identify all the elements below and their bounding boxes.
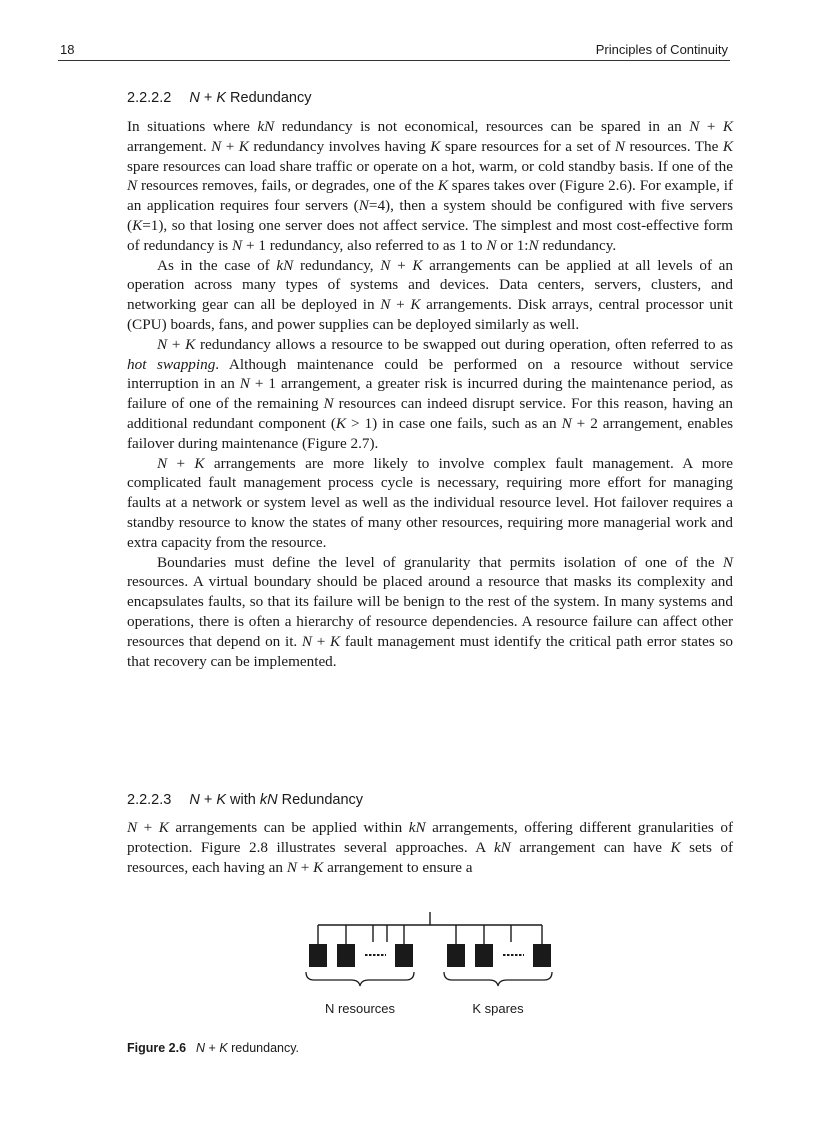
spare-box	[475, 944, 493, 967]
paragraph: N + K arrangements are more likely to involve complex fault management. A more complicated fault management process cycle is necessary, requiring more effort for managing faults at a network or system level as well as the individual resource level. Hot failover requires a standby resource to know the states of many other resources, requiring more managerial work and extra capacity from the resource.	[127, 454, 733, 551]
resource-box	[309, 944, 327, 967]
paragraph: N + K arrangements can be applied within kN arrangements, offering different granularities of protection. Figure 2.8 illustrates several approaches. A kN arrangement can have K sets of resources, each having an N + K arrangement to ensure a	[127, 819, 734, 876]
page-number: 18	[60, 42, 75, 57]
section-heading-2-2-2-3: 2.2.2.3 N + K with kN Redundancy	[127, 792, 364, 808]
spare-box	[533, 944, 551, 967]
resource-box	[395, 944, 413, 967]
paragraph: As in the case of kN redundancy, N + K arrangements can be applied at all levels of an operation across many types of systems and devices. Data centers, servers, clusters, and networking gear can all be deployed in N + K arrangements. Disk arrays, central processor unit (CPU) boards, fans, and power supplies can be deployed similarly as well.	[127, 256, 734, 333]
spare-box	[447, 944, 465, 967]
section-number: 2.2.2.2	[127, 90, 172, 106]
body-text-section-1	[127, 117, 733, 671]
brace-n-resources	[306, 972, 414, 986]
resource-box	[337, 944, 355, 967]
caption-label: Figure 2.6	[127, 1041, 187, 1055]
body-text-section-2	[127, 818, 733, 877]
label-n-resources: N resources	[324, 1001, 396, 1016]
section-number: 2.2.2.3	[127, 792, 172, 808]
redundancy-diagram	[300, 908, 560, 1023]
running-title: Principles of Continuity	[595, 42, 728, 57]
label-k-spares: K spares	[472, 1001, 524, 1016]
figure-caption: Figure 2.6 N + K redundancy.	[127, 1041, 300, 1055]
running-header	[58, 40, 730, 61]
paragraph: Boundaries must define the level of granularity that permits isolation of one of the N resources. A virtual boundary should be placed around a resource that masks its complexity and encapsulates faults, so that its failure will be benign to the rest of the system. In many systems and operations, there is often a hierarchy of resource dependencies. A resource failure can affect other resources that depend on it. N + K fault management must identify the critical path error states so that recovery can be implemented.	[127, 553, 733, 670]
brace-k-spares	[444, 972, 552, 986]
paragraph: N + K redundancy allows a resource to be swapped out during operation, often referred to as hot swapping. Although maintenance could be performed on a resource without service interruption in an N + 1 arrangement, a greater risk is incurred during the maintenance period, as failure of one of the remaining N resources can indeed disrupt service. For this reason, having an additional redundant component (K > 1) in case one fails, such as an N + 2 arrangement, enables failover during maintenance (Figure 2.7).	[127, 335, 733, 452]
paragraph: In situations where kN redundancy is not economical, resources can be spared in an N + K arrangement. N + K redundancy involves having K spare resources for a set of N resources. The K spare resources can load share traffic or operate on a hot, warm, or cold standby basis. If one of the N resources removes, fails, or degrades, one of the K spares takes over (Figure 2.6). For example, if an application requires four servers (N=4), then a system should be configured with five servers (K=1), so that losing one server does not affect service. The simplest and most cost-effective form of redundancy is N + 1 redundancy, also referred to as 1 to N or 1:N redundancy.	[127, 118, 733, 254]
section-heading-2-2-2-2: 2.2.2.2 N + K Redundancy	[127, 90, 312, 106]
